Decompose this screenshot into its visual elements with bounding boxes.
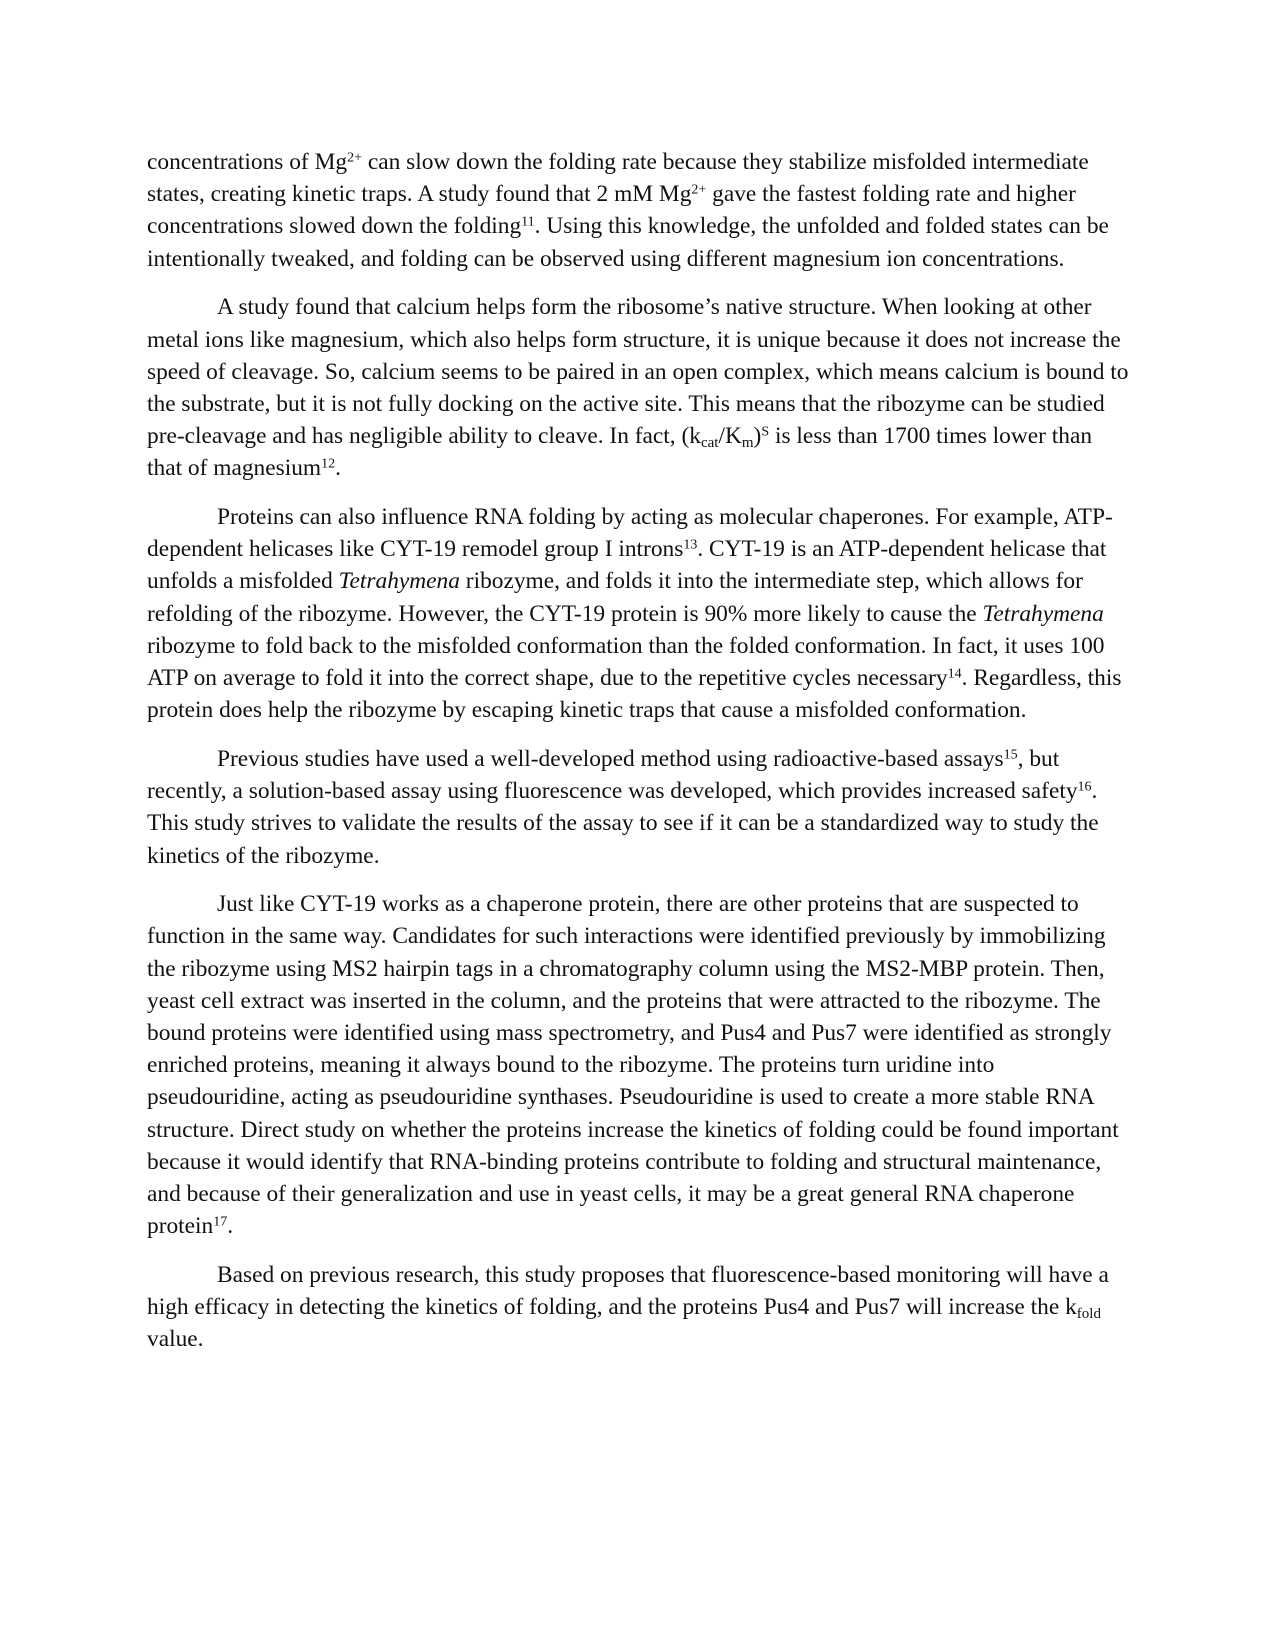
subscript: fold — [1076, 1305, 1101, 1322]
text-run: . Regardless, this protein does help the ribozyme by escaping kinetic traps that cause a misfolded conformation. — [147, 665, 1122, 724]
superscript: 13 — [683, 537, 698, 553]
text-run: can slow down the folding rate because they stabilize misfolded intermediate states, creating kinetic traps. A study found that 2 mM Mg — [147, 149, 1089, 208]
text-run: . This study strives to validate the results of the assay to see if it can be a standardized way to study the kinetics of the ribozyme. — [147, 778, 1099, 869]
text-run: ) — [753, 423, 762, 450]
superscript: 15 — [1003, 747, 1018, 763]
body-paragraph — [147, 888, 1132, 1242]
text-run: ribozyme to fold back to the misfolded conformation than the folded conformation. In fact, it uses 100 ATP on average to fold it into the correct shape, due to the repetitive cycles necessary — [147, 632, 1105, 692]
document-page — [147, 146, 1132, 1372]
superscript: S — [761, 424, 770, 440]
text-run: is less than 1700 times lower than that of magnesium — [147, 423, 1093, 482]
body-paragraph — [147, 501, 1132, 726]
text-run: A study found that calcium helps form the ribosome’s native structure. When looking at other metal ions like magnesium, which also helps form structure, it is unique because it does not increase the speed of cleavage. So, calcium seems to be paired in an open complex, which means calcium is bound to the substrate, but it is not fully docking on the active site. This means that the ribozyme can be studied pre-cleavage and has negligible ability to cleave. In fact, (k — [147, 294, 1129, 450]
text-run: ribozyme, and folds it into the intermediate step, which allows for refolding of the ribozyme. However, the CYT-19 protein is 90% more likely to cause the — [147, 568, 1083, 627]
body-paragraph — [147, 291, 1132, 484]
superscript: 2+ — [691, 182, 707, 198]
text-run: /K — [718, 423, 742, 450]
subscript: m — [741, 434, 754, 451]
body-paragraph — [147, 1259, 1132, 1356]
superscript: 11 — [521, 214, 535, 230]
text-run: Proteins can also influence RNA folding by acting as molecular chaperones. For example, ATP-dependent helicases like CYT-19 remodel group I introns — [147, 504, 1113, 563]
italic-term: Tetrahymena — [982, 600, 1104, 627]
superscript: 2+ — [347, 150, 362, 166]
text-run: Previous studies have used a well-developed method using radioactive-based assays — [217, 745, 1004, 772]
text-run: , but recently, a solution-based assay using fluorescence was developed, which provides increased safety — [147, 745, 1078, 805]
text-run: concentrations of Mg — [147, 149, 348, 175]
text-run: Based on previous research, this study proposes that fluorescence-based monitoring will have a high efficacy in detecting the kinetics of folding, and the proteins Pus4 and Pus7 will increase the k — [147, 1262, 1109, 1321]
text-run: . CYT-19 is an ATP-dependent helicase that unfolds a misfolded — [147, 536, 1107, 595]
superscript: 12 — [321, 456, 336, 472]
text-run: value. — [147, 1326, 204, 1353]
subscript: cat — [700, 434, 719, 451]
superscript: 14 — [947, 666, 962, 682]
text-run: . — [227, 1213, 234, 1240]
text-run: Just like CYT-19 works as a chaperone protein, there are other proteins that are suspected to function in the same way. Candidates for such interactions were identified previously by immobilizing the ribozyme using MS2 hairpin tags in a chromatography column using the MS2-MBP protein. Then, yeast cell extract was inserted in the column, and the proteins that were attracted to the ribozyme. The bound proteins were identified using mass spectrometry, and Pus4 and Pus7 were identified as strongly enriched proteins, meaning it always bound to the ribozyme. The proteins turn uridine into pseudouridine, acting as pseudouridine synthases. Pseudouridine is used to create a more stable RNA structure. Direct study on whether the proteins increase the kinetics of folding could be found important because it would identify that RNA-binding proteins contribute to folding and structural maintenance, and because of their generalization and use in yeast cells, it may be a great general RNA chaperone protein — [147, 891, 1119, 1240]
body-paragraph — [147, 146, 1132, 275]
text-run: . — [335, 455, 341, 482]
text-run: . Using this knowledge, the unfolded and folded states can be intentionally tweaked, and folding can be observed using different magnesium ion concentrations. — [147, 213, 1109, 272]
text-run: gave the fastest folding rate and higher concentrations slowed down the folding — [147, 181, 1076, 240]
body-paragraph — [147, 743, 1132, 872]
superscript: 16 — [1077, 779, 1092, 795]
superscript: 17 — [213, 1214, 228, 1230]
italic-term: Tetrahymena — [338, 568, 460, 595]
